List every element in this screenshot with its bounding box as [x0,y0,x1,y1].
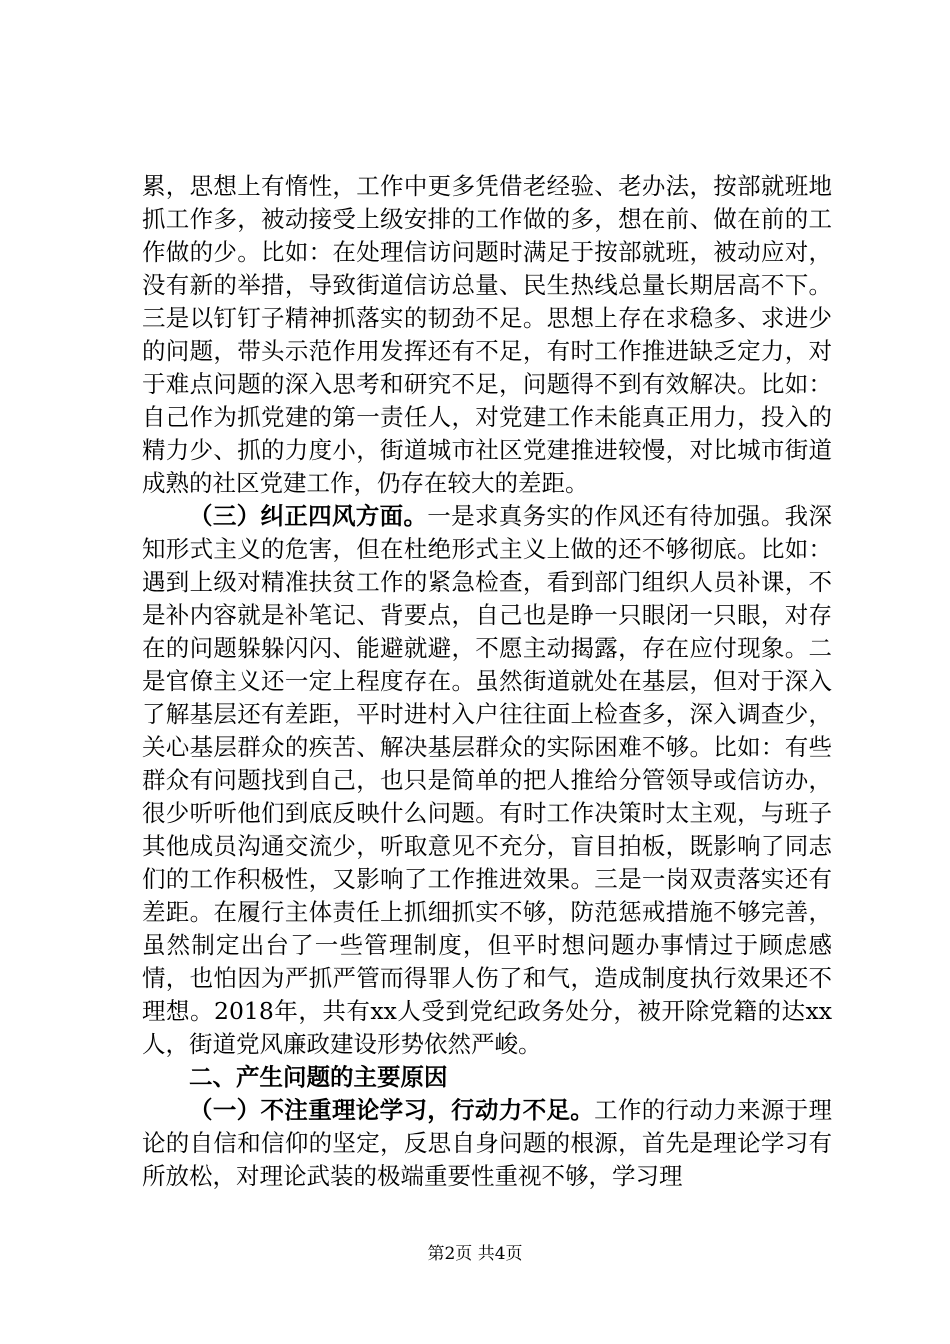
paragraph-section-two-title [142,1061,832,1094]
paragraph-continued [142,170,832,500]
section-heading: 二、产生问题的主要原因 [189,1063,448,1091]
paragraph-text: 一是求真务实的作风还有待加强。我深知形式主义的危害，但在杜绝形式主义上做的还不够彻底。比如：遇到上级对精准扶贫工作的紧急检查，看到部门组织人员补课，不是补内容就是补笔记、背要点，自己也是睁一只眼闭一只眼，对存在的问题躲躲闪闪、能避就避，不愿主动揭露，存在应付现象。二是官僚主义还一定上程度存在。虽然街道就处在基层，但对于深入了解基层还有差距，平时进村入户往往面上检查多，深入调查少，关心基层群众的疾苦、解决基层群众的实际困难不够。比如：有些群众有问题找到自己，也只是简单的把人推给分管领导或信访办，很少听听他们到底反映什么问题。有时工作决策时太主观，与班子其他成员沟通交流少，听取意见不充分，盲目拍板，既影响了同志们的工作积极性，又影响了工作推进效果。三是一岗双责落实还有差距。在履行主体责任上抓细抓实不够，防范惩戒措施不够完善，虽然制定出台了一些管理制度，但平时想问题办事情过于顾虑感情，也怕因为严抓严管而得罪人伤了和气，造成制度执行效果还不理想。2018年，共有xx人受到党纪政务处分，被开除党籍的达xx人，街道党风廉政建设形势依然严峻。 [142,502,833,1058]
paragraph-text: 累，思想上有惰性，工作中更多凭借老经验、老办法，按部就班地抓工作多，被动接受上级安排的工作做的多，想在前、做在前的工作做的少。比如：在处理信访问题时满足于按部就班，被动应对，没有新的举措，导致街道信访总量、民生热线总量长期居高不下。三是以钉钉子精神抓落实的韧劲不足。思想上存在求稳多、求进少的问题，带头示范作用发挥还有不足，有时工作推进缺乏定力，对于难点问题的深入思考和研究不足，问题得不到有效解决。比如：自己作为抓党建的第一责任人，对党建工作未能真正用力，投入的精力少、抓的力度小，街道城市社区党建推进较慢，对比城市街道成熟的社区党建工作，仍存在较大的差距。 [142,172,832,497]
paragraph-cause-one [142,1094,832,1193]
page-number-label: 第2页 共4页 [427,1244,523,1264]
section-heading: （一）不注重理论学习，行动力不足。 [189,1096,595,1124]
paragraph-section-three [142,500,832,1061]
page-footer [0,1243,950,1265]
section-heading: （三）纠正四风方面。 [189,502,428,530]
document-body [142,170,832,1193]
paragraph-text: 工作的行动力来源于理论的自信和信仰的坚定，反思自身问题的根源，首先是理论学习有所放松，对理论武装的极端重要性重视不够，学习理 [142,1096,833,1190]
